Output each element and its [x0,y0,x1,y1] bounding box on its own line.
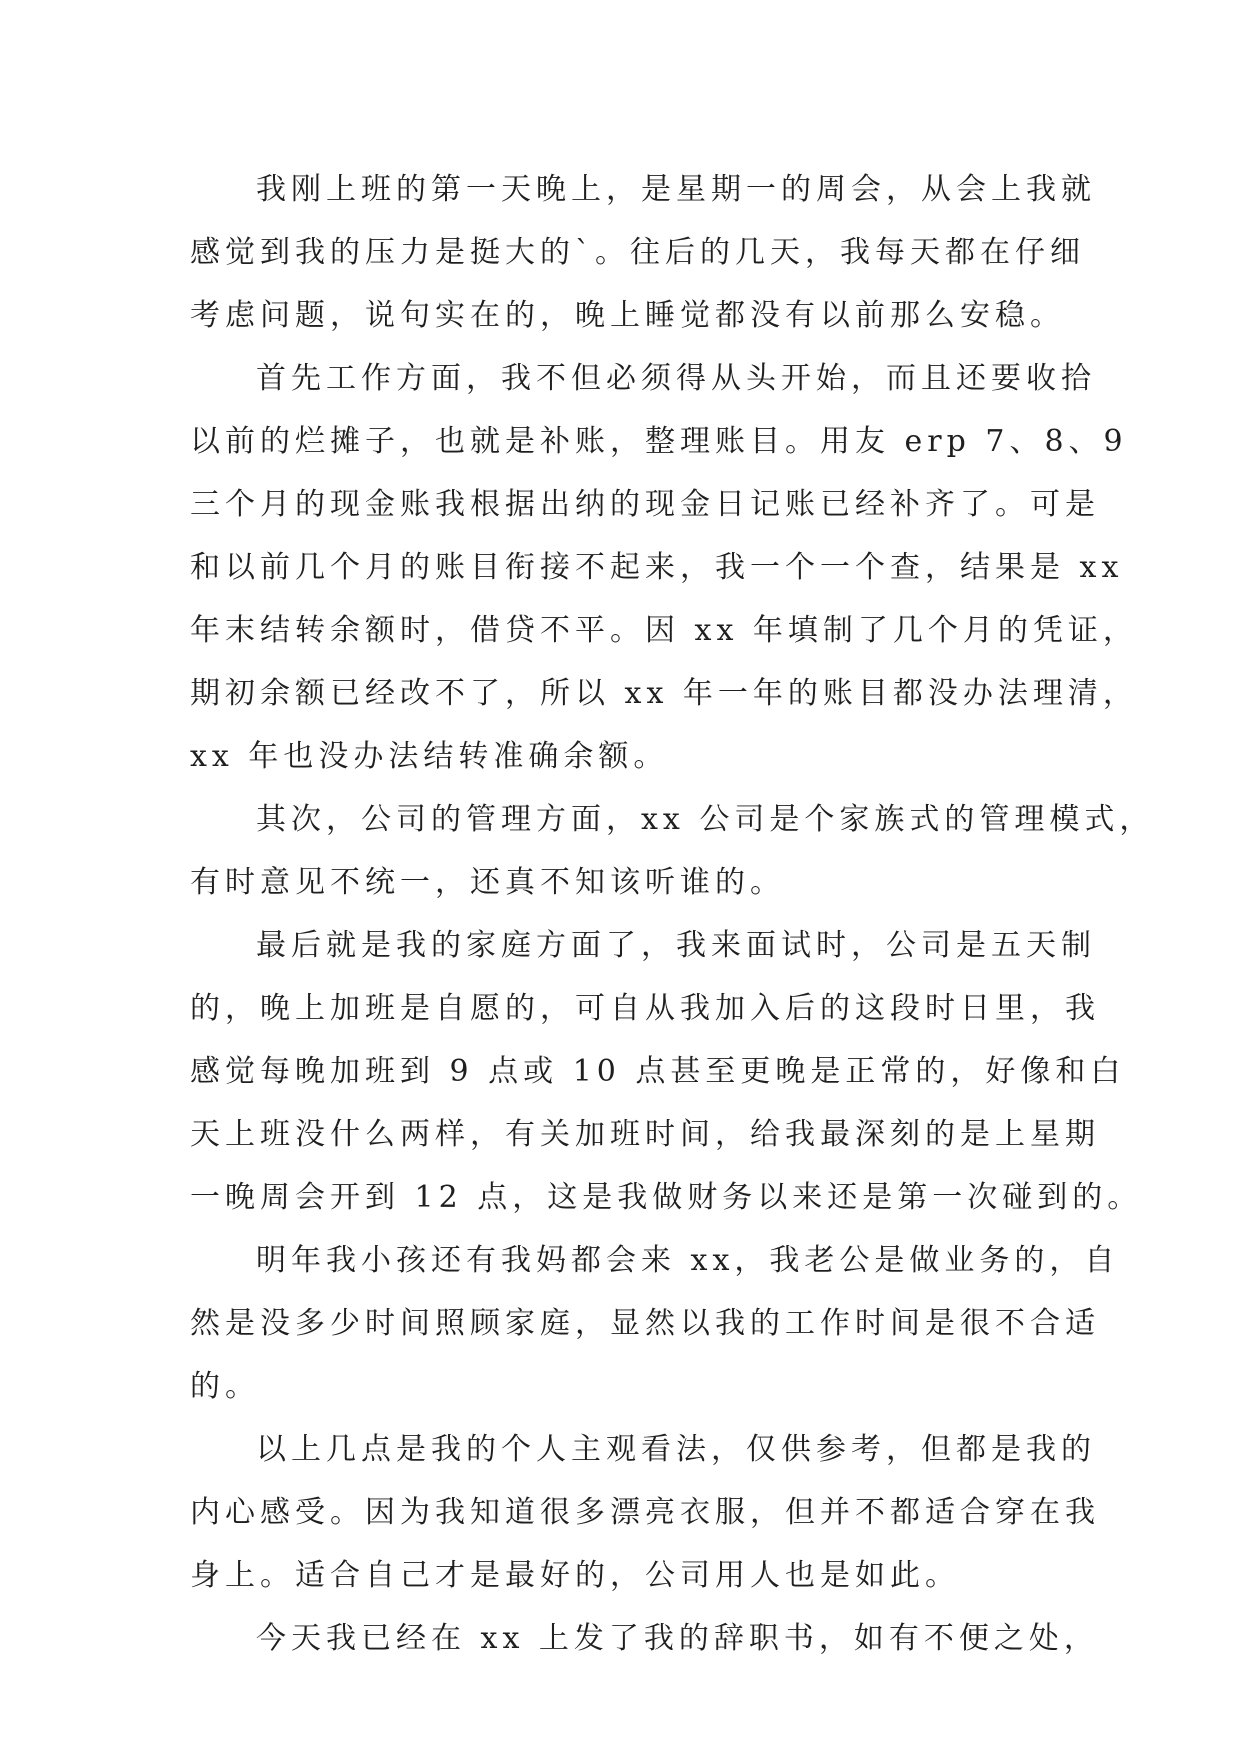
paragraph-2-line-3: 三个月的现金账我根据出纳的现金日记账已经补齐了。可是 [190,487,1100,522]
paragraph-1-line-2: 感觉到我的压力是挺大的`。往后的几天，我每天都在仔细 [190,235,1085,270]
paragraph-4-line-3: 感觉每晚加班到 9 点或 10 点甚至更晚是正常的，好像和白 [190,1054,1126,1089]
paragraph-2-line-2: 以前的烂摊子，也就是补账，整理账目。用友 erp 7、8、9 [190,424,1128,459]
paragraph-1-line-3: 考虑问题，说句实在的，晚上睡觉都没有以前那么安稳。 [190,298,1065,333]
paragraph-4-line-5: 一晚周会开到 12 点，这是我做财务以来还是第一次碰到的。 [190,1180,1143,1215]
paragraph-4-line-4: 天上班没什么两样，有关加班时间，给我最深刻的是上星期 [190,1117,1100,1152]
paragraph-4-line-1: 最后就是我的家庭方面了，我来面试时，公司是五天制 [256,928,1096,963]
paragraph-5-line-2: 然是没多少时间照顾家庭，显然以我的工作时间是很不合适 [190,1306,1100,1341]
paragraph-2-line-7: xx 年也没办法结转准确余额。 [190,739,669,774]
paragraph-6-line-1: 以上几点是我的个人主观看法，仅供参考，但都是我的 [256,1432,1096,1467]
letter-body [190,158,1155,1670]
paragraph-4-line-2: 的，晚上加班是自愿的，可自从我加入后的这段时日里，我 [190,991,1100,1026]
paragraph-3-line-1: 其次，公司的管理方面，xx 公司是个家族式的管理模式， [256,802,1155,837]
paragraph-7-line-1: 今天我已经在 xx 上发了我的辞职书，如有不便之处， [256,1621,1099,1656]
paragraph-6-line-3: 身上。适合自己才是最好的，公司用人也是如此。 [190,1558,960,1593]
paragraph-2-line-4: 和以前几个月的账目衔接不起来，我一个一个查，结果是 xx [190,550,1124,585]
paragraph-1-line-1: 我刚上班的第一天晚上，是星期一的周会，从会上我就 [256,172,1096,207]
paragraph-3-line-2: 有时意见不统一，还真不知该听谁的。 [190,865,785,900]
paragraph-6-line-2: 内心感受。因为我知道很多漂亮衣服，但并不都适合穿在我 [190,1495,1100,1530]
paragraph-2-line-6: 期初余额已经改不了，所以 xx 年一年的账目都没办法理清， [190,676,1138,711]
paragraph-2-line-5: 年末结转余额时，借贷不平。因 xx 年填制了几个月的凭证， [190,613,1138,648]
paragraph-2-line-1: 首先工作方面，我不但必须得从头开始，而且还要收拾 [256,361,1096,396]
paragraph-5-line-1: 明年我小孩还有我妈都会来 xx，我老公是做业务的，自 [256,1243,1120,1278]
paragraph-5-line-3: 的。 [190,1369,260,1404]
